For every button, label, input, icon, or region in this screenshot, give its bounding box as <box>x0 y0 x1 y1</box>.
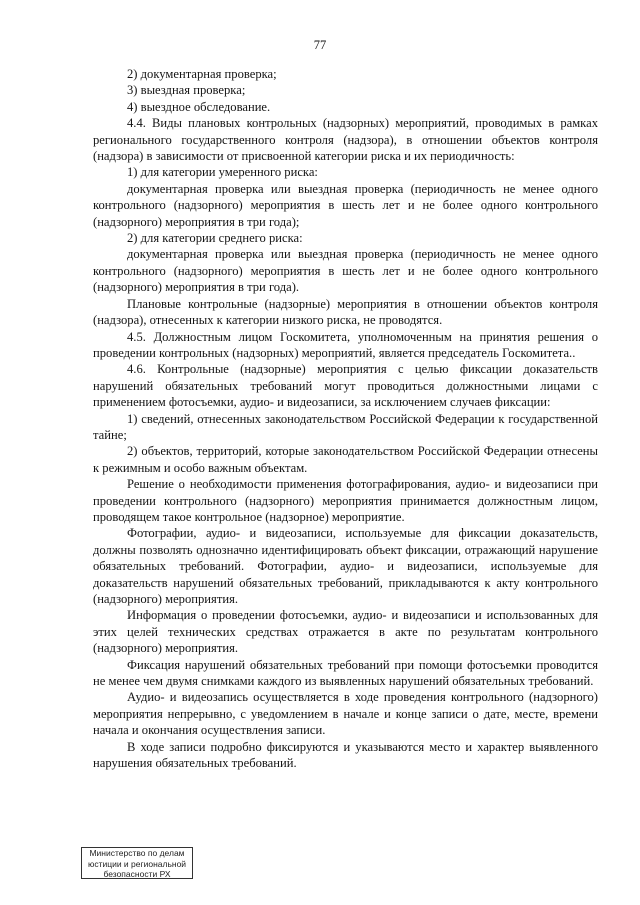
paragraph: Фотографии, аудио- и видеозаписи, используемые для фиксации доказательств, должны позволять однозначно идентифицировать объект фиксации, отражающий нарушение обязательных требований. Фотографии, аудио- и видеозаписи, используемые для доказательств нарушений обязательных требований, прикладываются к акту контрольного (надзорного) мероприятия. <box>93 526 598 606</box>
stamp-line: Министерство по делам <box>89 848 185 858</box>
paragraph: документарная проверка или выездная проверка (периодичность не менее одного контрольного (надзорного) мероприятия в шесть лет и не более одного контрольного (надзорного) мероприятия в три года); <box>93 181 598 229</box>
paragraph: 2) для категории среднего риска: <box>127 231 303 246</box>
paragraph: Фиксация нарушений обязательных требований при помощи фотосъемки проводится не менее чем двумя снимками каждого из выявленных нарушений обязательных требований. <box>93 657 598 689</box>
stamp-line: юстиции и региональной <box>87 858 187 869</box>
paragraph: 1) сведений, отнесенных законодательством Российской Федерации к государственной тайне; <box>93 411 598 442</box>
paragraph: 4.4. Виды плановых контрольных (надзорных) мероприятий, проводимых в рамках регионального государственного контроля (надзора), в отношении объектов контроля (надзора) в зависимости от присвоенной категории риска и их периодичность: <box>93 116 598 164</box>
paragraph: Решение о необходимости применения фотографирования, аудио- и видеозаписи при проведении контрольного (надзорного) мероприятия принимается должностным лицом, проводящем такое контрольное (надзорное) мероприятие. <box>93 477 598 524</box>
paragraph: Аудио- и видеозапись осуществляется в ходе проведения контрольного (надзорного) мероприятия непрерывно, с уведомлением в начале и конце записи о дате, месте, времени начала и окончания осуществления записи. <box>93 690 598 738</box>
paragraph: 3) выездная проверка; <box>127 83 246 98</box>
paragraph: 4.5. Должностным лицом Госкомитета, уполномоченным на принятия решения о проведении контрольных (надзорных) мероприятий, является председатель Госкомитета.. <box>93 329 598 360</box>
paragraph: документарная проверка или выездная проверка (периодичность не менее одного контрольного (надзорного) мероприятия в шесть лет и не более одного контрольного (надзорного) мероприятия в три года). <box>93 247 598 295</box>
document-body <box>93 66 598 771</box>
paragraph: В ходе записи подробно фиксируются и указываются место и характер выявленного нарушения обязательных требований. <box>93 739 598 771</box>
paragraph: 4.6. Контрольные (надзорные) мероприятия с целью фиксации доказательств нарушений обязательных требований могут проводиться должностными лицами с применением фотосъемки, аудио- и видеозаписи, за исключением случаев фиксации: <box>93 362 598 410</box>
registration-stamp <box>81 847 193 879</box>
paragraph: Информация о проведении фотосъемки, аудио- и видеозаписи и использованных для этих целей технических средствах отражается в акте по результатам контрольного (надзорного) мероприятия. <box>93 608 598 656</box>
paragraph: 1) для категории умеренного риска: <box>127 165 318 180</box>
stamp-line: безопасности РХ <box>103 869 171 879</box>
paragraph: 2) документарная проверка; <box>127 67 277 81</box>
paragraph: 2) объектов, территорий, которые законодательством Российской Федерации отнесены к режимным и особо важным объектам. <box>93 444 598 475</box>
paragraph: Плановые контрольные (надзорные) мероприятия в отношении объектов контроля (надзора), отнесенных к категории низкого риска, не проводятся. <box>93 296 598 328</box>
page-number: 77 <box>313 38 327 52</box>
paragraph: 4) выездное обследование. <box>127 99 271 114</box>
